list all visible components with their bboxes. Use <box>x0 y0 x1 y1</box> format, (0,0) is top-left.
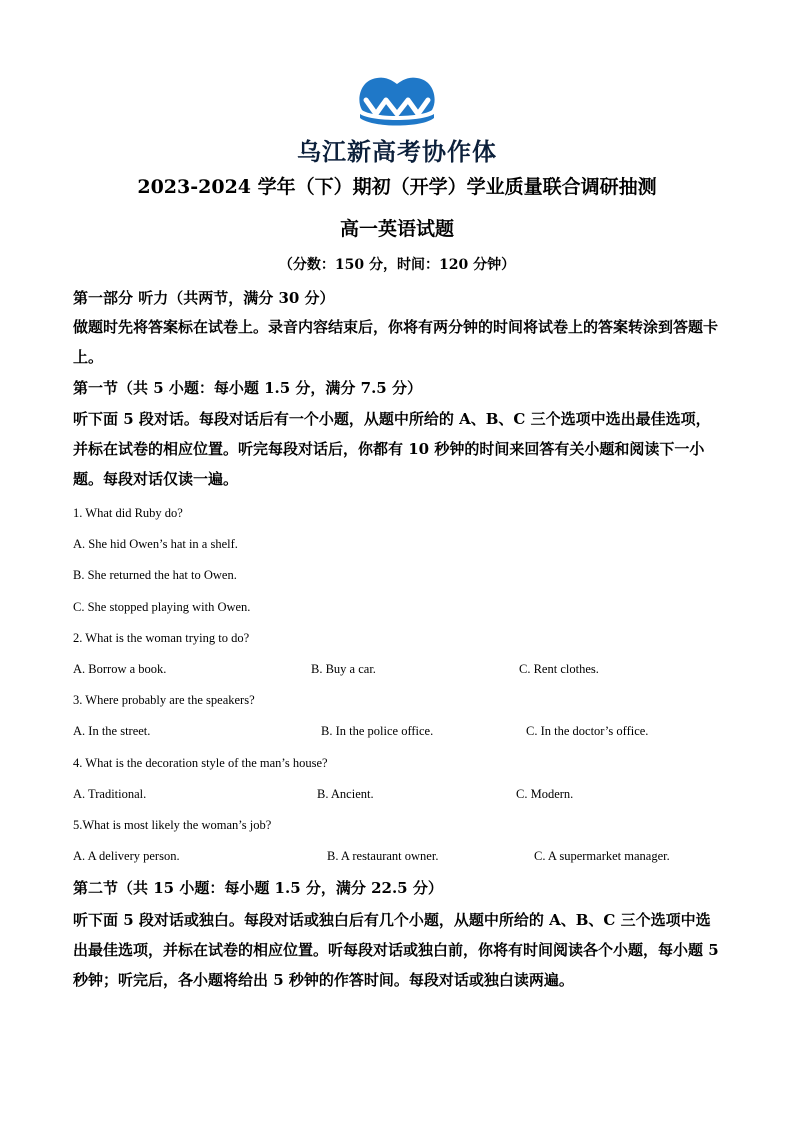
option-c: C. Rent clothes. <box>519 662 599 676</box>
exam-title: 2023-2024 学年（下）期初（开学）学业质量联合调研抽测 <box>137 176 657 198</box>
question-stem: 2. What is the woman trying to do? <box>73 631 250 645</box>
score-time: （分数：150 分，时间：120 分钟） <box>278 257 516 273</box>
logo-emblem-icon <box>282 70 512 132</box>
option-b: B. A restaurant owner. <box>327 849 439 863</box>
option-a: A. Borrow a book. <box>73 662 167 676</box>
question-stem: 5.What is most likely the woman’s job? <box>73 818 272 832</box>
question-stem: 1. What did Ruby do? <box>73 506 183 520</box>
section1-heading: 第一节（共 5 小题：每小题 1.5 分，满分 7.5 分） <box>73 379 422 397</box>
option-b: B. In the police office. <box>321 724 434 738</box>
section2-heading: 第二节（共 15 小题：每小题 1.5 分，满分 22.5 分） <box>73 879 443 897</box>
option-c: C. Modern. <box>516 787 574 801</box>
section2-instruction: 听下面 5 段对话或独白。每段对话或独白后有几个小题，从题中所给的 A、B、C 三个选项中选出最佳选项，并标在试卷的相应位置。听每段对话或独白前，你将有时间阅读各个小题，每小题 5 秒钟；听完后，各小题将给出 5 秒钟的作答时间。每段对话或独白读两遍。 <box>73 911 719 989</box>
part1-heading: 第一部分 听力（共两节，满分 30 分） <box>73 289 335 307</box>
subject-title: 高一英语试题 <box>339 218 454 240</box>
option-a: A. In the street. <box>73 724 151 738</box>
option-c: C. A supermarket manager. <box>534 849 670 863</box>
question-stem: 3. Where probably are the speakers? <box>73 693 255 707</box>
option-b: B. Ancient. <box>317 787 374 801</box>
question-stem: 4. What is the decoration style of the man’s house? <box>73 756 328 770</box>
option-c: C. In the doctor’s office. <box>526 724 649 738</box>
option-a: A. She hid Owen’s hat in a shelf. <box>73 537 238 551</box>
option-b: B. Buy a car. <box>311 662 376 676</box>
option-c: C. She stopped playing with Owen. <box>73 600 251 614</box>
option-a: A. A delivery person. <box>73 849 180 863</box>
section1-instruction: 听下面 5 段对话。每段对话后有一个小题，从题中所给的 A、B、C 三个选项中选出最佳选项，并标在试卷的相应位置。听完每段对话后，你都有 10 秒钟的时间来回答有关小题和阅读下一小题。每段对话仅读一遍。 <box>73 410 711 488</box>
logo-text: 乌江新高考协作体 <box>297 138 497 166</box>
option-b: B. She returned the hat to Owen. <box>73 568 237 582</box>
option-a: A. Traditional. <box>73 787 147 801</box>
logo <box>282 70 512 166</box>
part1-instruction: 做题时先将答案标在试卷上。录音内容结束后，你将有两分钟的时间将试卷上的答案转涂到答题卡上。 <box>73 318 719 366</box>
